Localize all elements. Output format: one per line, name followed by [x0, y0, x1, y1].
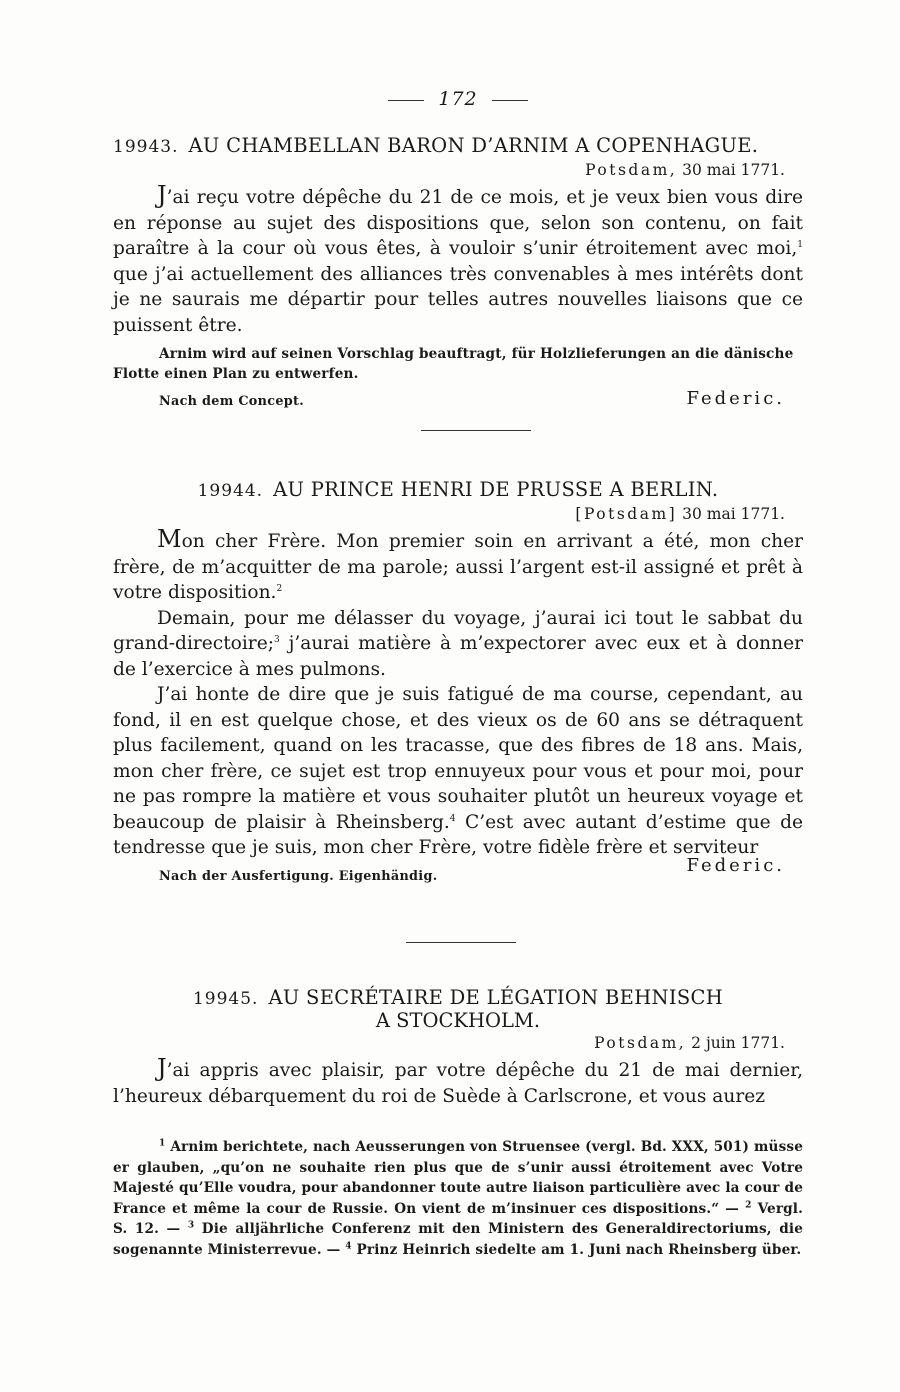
footnote-text: Die alljährliche Conferenz mit den Ministern des Generaldirectoriums, die sogenannte Ministerrevue. —	[113, 1221, 803, 1258]
letter-number: 19945.	[192, 989, 259, 1009]
paragraph-text: que j’ai actuellement des alliances très convenables à mes intérêts dont je ne saurais me départir pour telles autres nouvelles liaisons que ce puissent être.	[113, 263, 803, 336]
letter-dateline	[113, 1034, 803, 1052]
letter-19943	[113, 134, 803, 414]
letter-paragraph	[113, 682, 803, 861]
footnote-ref[interactable]: 2	[276, 583, 283, 594]
letter-place: [Potsdam]	[575, 505, 678, 523]
drop-cap: J	[157, 1054, 167, 1082]
signature: Federic.	[686, 388, 785, 409]
letter-paragraph	[113, 606, 803, 683]
letter-heading: AU PRINCE HENRI DE PRUSSE A BERLIN.	[273, 478, 719, 501]
page-header	[113, 88, 803, 110]
footnote-number: 1	[159, 1138, 166, 1149]
source-note: Nach der Ausfertigung. Eigenhändig.	[159, 868, 438, 884]
editor-note: Arnim wird auf seinen Vorschlag beauftragt, für Holzlieferungen an die dänische Flotte einen Plan zu entwerfen.	[113, 346, 794, 382]
footnote-text: Vergl. S. 12. —	[113, 1200, 803, 1238]
signature: Federic.	[686, 854, 785, 876]
letter-body	[113, 527, 803, 861]
footnote-number: 4	[345, 1241, 352, 1252]
letter-dateline	[113, 161, 803, 179]
footnotes	[113, 1137, 803, 1261]
footnote-ref[interactable]: 4	[449, 813, 456, 824]
letter-title	[113, 986, 803, 1009]
page-number: 172	[438, 88, 478, 110]
letter-number: 19943.	[113, 137, 179, 157]
paragraph-text: C’est avec autant d’estime que de tendresse que je suis, mon cher Frère, votre fidèle frère et serviteur	[113, 811, 804, 858]
paragraph-text: ’ai appris avec plaisir, par votre dépêche du 21 de mai dernier, l’heureux débarquement du roi de Suède à Carlscrone, et vous aurez	[113, 1060, 803, 1107]
footnote-number: 3	[187, 1220, 195, 1231]
letter-heading: AU SECRÉTAIRE DE LÉGATION BEHNISCH	[268, 986, 724, 1009]
letter-19944	[113, 478, 803, 883]
letter-19945	[113, 986, 803, 1109]
header-dash-left	[388, 100, 424, 101]
letter-place: Potsdam,	[585, 161, 678, 179]
footnote-ref[interactable]: 1	[797, 239, 803, 250]
separator-rule	[406, 942, 516, 943]
paragraph-text: on cher Frère. Mon premier soin en arrivant a été, mon cher frère, de m’acquitter de ma parole; aussi l’argent est-il assigné et prêt à votre disposition.	[113, 531, 803, 603]
source-note: Nach dem Concept.	[159, 394, 304, 409]
letter-title	[113, 478, 803, 501]
source-row	[113, 388, 803, 414]
letter-date: 2 juin 1771.	[691, 1034, 785, 1052]
letter-place: Potsdam,	[594, 1034, 687, 1052]
footnote-block	[113, 1137, 803, 1261]
paragraph-text: j’aurai matière à m’expectorer avec eux et à donner de l’exercice à mes pulmons.	[113, 633, 803, 680]
header-dash-right	[492, 100, 528, 101]
letter-heading-line2: A STOCKHOLM.	[375, 1009, 541, 1032]
source-row	[113, 853, 803, 883]
letter-heading: AU CHAMBELLAN BARON D’ARNIM A COPENHAGUE.	[188, 134, 759, 157]
letter-body	[113, 1056, 803, 1109]
letter-date: 30 mai 1771.	[682, 161, 785, 179]
letter-title	[113, 134, 803, 157]
letter-paragraph	[113, 527, 803, 606]
drop-cap: J	[157, 181, 167, 209]
letter-dateline	[113, 505, 803, 523]
paragraph-text: ’ai reçu votre dépêche du 21 de ce mois, et je veux bien vous dire en réponse au sujet des dispositions que, selon son contenu, on fait paraître à la cour où vous êtes, à vouloir s’unir étroitement avec moi,	[113, 187, 803, 259]
letter-number: 19944.	[197, 481, 264, 501]
letter-body	[113, 183, 803, 338]
separator-rule	[421, 430, 531, 431]
footnote-number: 2	[745, 1200, 752, 1211]
paragraph-text: Demain, pour me délasser du voyage, j’aurai ici tout le sabbat du grand-directoire;	[113, 607, 803, 654]
footnote-ref[interactable]: 3	[273, 634, 280, 645]
drop-cap: M	[157, 525, 182, 553]
paragraph-text: J’ai honte de dire que je suis fatigué de ma course, cependant, au fond, il en est quelque chose, et des vieux os de 60 ans se détraquent plus facilement, quand on les tracasse, que des fibres de 18 ans. Mais, mon cher frère, ce sujet est trop ennuyeux pour vous et pour moi, pour ne pas rompre la matière et vous souhaiter plutôt un heureux voyage et beaucoup de plaisir à Rheinsberg.	[113, 684, 803, 833]
letter-paragraph	[113, 1056, 803, 1109]
letter-date: 30 mai 1771.	[682, 505, 785, 523]
footnote-text: Arnim berichtete, nach Aeusserungen von Struensee (vergl. Bd. XXX, 501) müsse er glauben, „qu’on ne souhaite rien plus que de s’unir aussi étroitement avec Votre Majesté qu’Elle voudra, pour abandonner toute autre liaison particulière avec la cour de France et même la cour de Russie. On vient de m’insinuer ces dispositions.“ —	[113, 1139, 803, 1217]
letter-paragraph	[113, 183, 803, 338]
footnote-text: Prinz Heinrich siedelte am 1. Juni nach Rheinsberg über.	[351, 1241, 802, 1258]
